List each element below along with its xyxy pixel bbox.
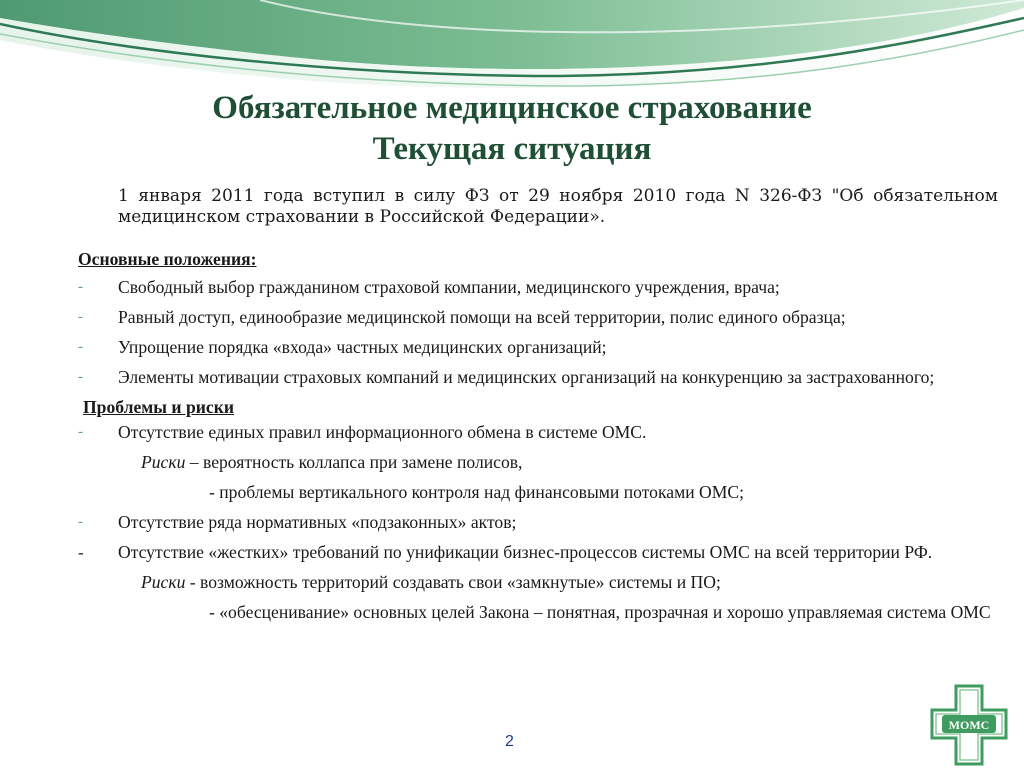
dash-bullet: - bbox=[78, 514, 83, 530]
dash-bullet: - bbox=[78, 279, 83, 295]
slide-body bbox=[78, 247, 998, 630]
section-heading-main-provisions: Основные положения: bbox=[78, 249, 257, 269]
list-item: - Элементы мотивации страховых компаний и медицинских организаций на конкуренцию за застрахованного; bbox=[78, 365, 998, 390]
logo-text: МОМС bbox=[948, 718, 990, 732]
risk-continuation: - «обесценивание» основных целей Закона – понятная, прозрачная и хорошо управляемая система ОМС bbox=[209, 602, 991, 622]
list-item: - Упрощение порядка «входа» частных медицинских организаций; bbox=[78, 335, 998, 360]
slide-title-line1: Обязательное медицинское страхование bbox=[212, 90, 812, 126]
dash-bullet: - bbox=[78, 424, 83, 440]
list-item: - Свободный выбор гражданином страховой компании, медицинского учреждения, врача; bbox=[78, 275, 998, 300]
risk-label: Риски bbox=[141, 572, 186, 592]
list-item: - Равный доступ, единообразие медицинской помощи на всей территории, полис единого образца; bbox=[78, 305, 998, 330]
risk-line: Риски - возможность территорий создавать свои «замкнутые» системы и ПО; bbox=[141, 572, 721, 592]
dash-bullet: - bbox=[78, 309, 83, 325]
section-heading-problems-risks: Проблемы и риски bbox=[83, 397, 234, 417]
dash-bullet: - bbox=[78, 543, 84, 562]
dash-bullet: - bbox=[78, 339, 83, 355]
slide-title-line2: Текущая ситуация bbox=[372, 131, 652, 167]
list-item: - Отсутствие ряда нормативных «подзаконных» актов; bbox=[78, 510, 998, 535]
list-item: - Отсутствие единых правил информационного обмена в системе ОМС. bbox=[78, 420, 998, 445]
medical-cross-logo bbox=[930, 684, 1008, 766]
page-number: 2 bbox=[505, 733, 514, 750]
dash-bullet: - bbox=[78, 369, 83, 385]
risk-label: Риски bbox=[141, 452, 186, 472]
list-item: - Отсутствие «жестких» требований по унификации бизнес-процессов системы ОМС на всей территории РФ. bbox=[78, 540, 998, 565]
intro-paragraph: 1 января 2011 года вступил в силу ФЗ от 29 ноября 2010 года N 326-ФЗ "Об обязательном медицинском страховании в Российской Федерации». bbox=[118, 186, 998, 227]
risk-line: Риски – вероятность коллапса при замене полисов, bbox=[141, 452, 523, 472]
risk-continuation: - проблемы вертикального контроля над финансовыми потоками ОМС; bbox=[209, 482, 744, 502]
